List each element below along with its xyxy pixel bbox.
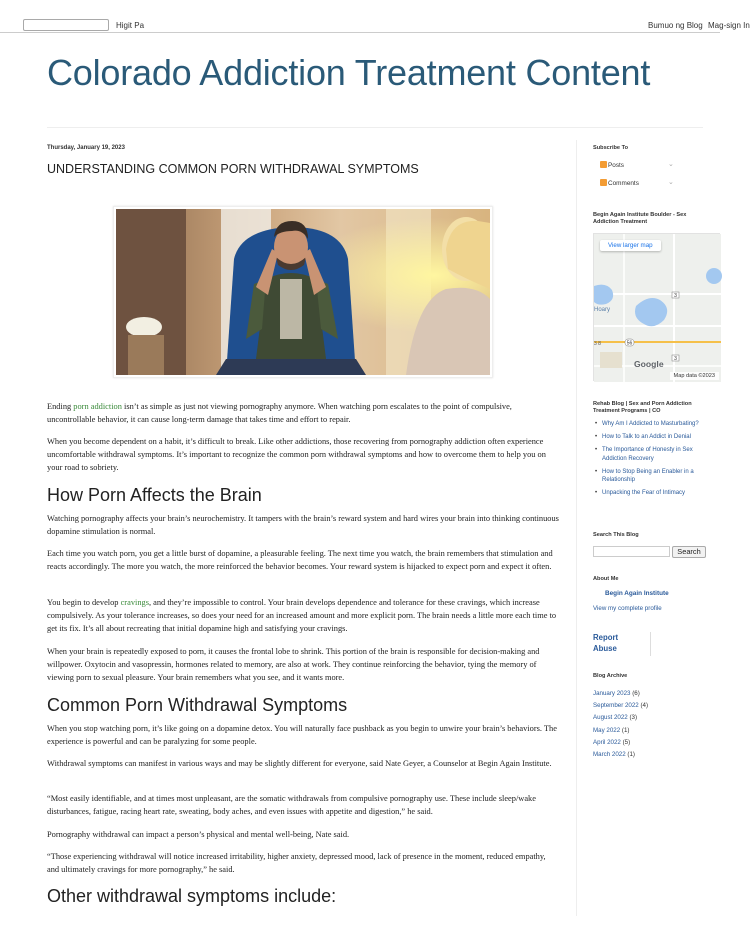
- report-divider: [650, 632, 651, 656]
- post-date: Thursday, January 19, 2023: [47, 145, 125, 151]
- post-paragraph: Ending porn addiction isn’t as simple as just not viewing pornography anymore. When watching porn escalates to the point of compulsive, uncontrollable behavior, it can cause long-term damage that takes time and effort to repair.: [47, 402, 512, 424]
- search-heading: Search This Blog: [593, 532, 639, 538]
- archive-count: (5): [622, 738, 631, 746]
- blog-archive-list: [593, 688, 648, 761]
- search-button[interactable]: Search: [672, 546, 706, 558]
- archive-month-link[interactable]: May 2022: [593, 726, 621, 734]
- archive-count: (1): [621, 726, 630, 734]
- archive-month-link[interactable]: August 2022: [593, 714, 628, 722]
- map-place-label: Hoary: [594, 307, 611, 313]
- section-heading-symptoms: Common Porn Withdrawal Symptoms: [47, 695, 348, 715]
- chevron-down-icon[interactable]: ⌄: [668, 178, 674, 186]
- post-paragraph: Pornography withdrawal can impact a person’s physical and mental well-being, Nate said.: [47, 830, 350, 839]
- embedded-map[interactable]: [593, 233, 720, 381]
- archive-month-link[interactable]: April 2022: [593, 738, 621, 746]
- blog-search-input[interactable]: [593, 546, 670, 557]
- view-profile-link[interactable]: View my complete profile: [593, 605, 662, 612]
- archive-month-link[interactable]: March 2022: [593, 751, 626, 759]
- feed-posts[interactable]: Posts: [600, 161, 624, 169]
- archive-month-link[interactable]: September 2022: [593, 702, 639, 710]
- post-paragraph: When your brain is repeatedly exposed to porn, it causes the frontal lobe to shrink. This portion of the brain is responsible for decision-making and willpower. Oxytocin and vasopressin, hormones related to memory, are also at work. They continue reinforcing the behavior, tying the memory of viewing porn to sexual pleasure. Your brain remembers what you see, and it wants more.: [47, 647, 540, 682]
- archive-heading: Blog Archive: [593, 673, 628, 679]
- list-item[interactable]: • How to Stop Being an Enabler in a Relationship: [593, 468, 713, 485]
- post-image[interactable]: [113, 206, 493, 378]
- list-item: [593, 712, 648, 724]
- chevron-down-icon[interactable]: ⌄: [668, 160, 674, 168]
- archive-count: (4): [640, 702, 649, 710]
- list-item[interactable]: • Why Am I Addicted to Masturbating?: [593, 420, 713, 429]
- navbar-search-input[interactable]: [23, 19, 109, 31]
- map-edge-label: 3 8: [594, 341, 601, 347]
- post-paragraph: Withdrawal symptoms can manifest in various ways and may be slightly different for everyone, said Nate Geyer, a Counselor at Begin Again Institute.: [47, 759, 552, 768]
- section-heading-other-symptoms: Other withdrawal symptoms include:: [47, 886, 337, 906]
- list-item: [593, 700, 648, 712]
- therapy-session-photo: [116, 209, 490, 375]
- about-name-link[interactable]: Begin Again Institute: [605, 590, 669, 597]
- map-road-label: 3: [674, 356, 677, 362]
- list-item: [593, 725, 648, 737]
- post-paragraph: “Those experiencing withdrawal will notice increased irritability, higher anxiety, depressed mood, lack of presence in the moment, reduced empathy, and ultimately cravings for more pornography,” he said.: [47, 852, 546, 874]
- post-paragraph: When you become dependent on a habit, it’s difficult to break. Like other addictions, those recovering from pornography addiction often experience uncomfortable withdrawal symptoms. It’s important to recognize the common porn withdrawal symptoms and how to overcome them to help you on your road to sobriety.: [47, 437, 546, 472]
- blogger-navbar: [0, 0, 750, 33]
- sign-in-link[interactable]: Mag-sign In: [708, 21, 750, 30]
- section-heading-brain: How Porn Affects the Brain: [47, 485, 262, 505]
- next-blog-link[interactable]: Higit Pa: [116, 21, 145, 30]
- about-heading: About Me: [593, 576, 619, 582]
- rss-feed-icon: [600, 179, 607, 186]
- cravings-link[interactable]: cravings: [120, 598, 149, 607]
- feed-comments[interactable]: Comments: [600, 179, 639, 187]
- list-item: [593, 749, 648, 761]
- archive-count: (6): [632, 690, 640, 697]
- post-paragraph: Watching pornography affects your brain’s neurochemistry. It tampers with the brain’s reward system and hard wires your brain into thinking continuous dopamine stimulation is normal.: [47, 514, 559, 536]
- map-road-label: 56: [626, 340, 633, 347]
- list-item: [593, 688, 648, 700]
- archive-count: (1): [627, 751, 635, 759]
- post-paragraph: Each time you watch porn, you get a little burst of dopamine, a pleasurable feeling. The next time you watch, the brain remembers that stimulation and reacts accordingly. The more you watch, the more reinforced the behavior becomes. Your reward system is hijacked to expect porn and expect it often.: [47, 549, 553, 571]
- list-item[interactable]: • How to Talk to an Addict in Denial: [593, 433, 713, 442]
- post-paragraph: You begin to develop cravings, and they’re impossible to control. Your brain develops dependence and tolerance for these cravings, which increase compulsively. As your tolerance increases, so does your need for an increased amount and more explicit porn. The brain needs a little more each time to get its fix. It’s all about recreating that initial dopamine high and satisfying your cravings.: [47, 598, 557, 633]
- rss-feed-icon: [600, 161, 607, 168]
- map-heading: Begin Again Institute Boulder - Sex Addiction Treatment: [593, 212, 687, 225]
- porn-addiction-link[interactable]: porn addiction: [73, 402, 122, 411]
- list-item[interactable]: • The Importance of Honesty in Sex Addiction Recovery: [593, 446, 713, 463]
- create-blog-link[interactable]: Bumuo ng Blog: [648, 21, 703, 30]
- post-paragraph: When you stop watching porn, it’s like going on a dopamine detox. You will naturally face pushback as you begin to unwire your brain’s behaviors. The experience is powerful and can be paralyzing for some people.: [47, 724, 557, 746]
- archive-month-link[interactable]: January 2023: [593, 690, 631, 697]
- post-paragraph: “Most easily identifiable, and at times most unpleasant, are the somatic withdrawals from compulsive pornography use. These include sleep/wake disturbances, fatigue, racing heart rate, sweating, body aches, and even issues with appetite and digestion,” he said.: [47, 794, 536, 816]
- archive-count: (3): [629, 714, 638, 722]
- map-credit: Map data ©2023: [670, 372, 719, 380]
- blog-title[interactable]: Colorado Addiction Treatment Content: [47, 52, 651, 93]
- column-divider: [576, 140, 577, 916]
- post-title[interactable]: UNDERSTANDING COMMON PORN WITHDRAWAL SYMPTOMS: [47, 162, 419, 176]
- list-item: [593, 737, 648, 749]
- view-larger-map-button[interactable]: View larger map: [600, 240, 661, 251]
- report-abuse-link[interactable]: Report Abuse: [593, 633, 619, 653]
- recent-posts-list: [593, 420, 713, 502]
- google-logo: Google: [634, 359, 664, 369]
- subscribe-heading: Subscribe To: [593, 145, 629, 151]
- map-road-label: 3: [674, 293, 677, 299]
- header-divider: [47, 127, 703, 128]
- links-heading: Rehab Blog | Sex and Porn Addiction Treatment Programs | CO: [593, 401, 692, 414]
- list-item[interactable]: • Unpacking the Fear of Intimacy: [593, 489, 713, 498]
